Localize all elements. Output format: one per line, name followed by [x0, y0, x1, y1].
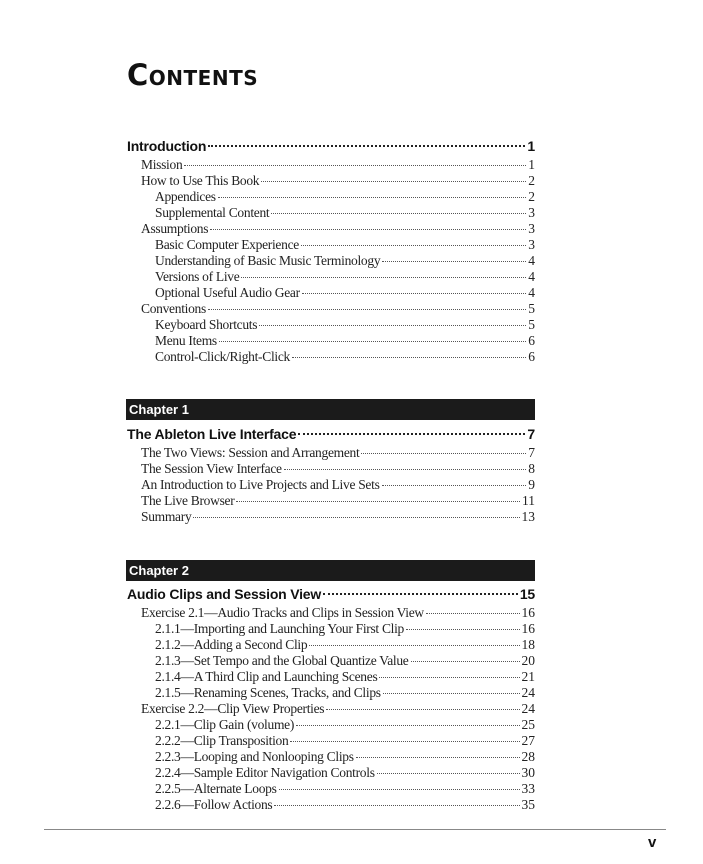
toc-entry-title: Assumptions	[141, 221, 209, 236]
toc-entry-page: 7	[527, 426, 535, 442]
toc-entry-title: Control-Click/Right-Click	[155, 349, 290, 364]
toc-entry-page: 13	[521, 509, 535, 524]
toc-entry-page: 5	[528, 317, 535, 332]
dot-leader	[411, 661, 520, 662]
toc-heading	[127, 138, 535, 157]
toc-entry	[127, 749, 535, 765]
toc-entry-title: Appendices	[155, 189, 216, 204]
toc-entry-title: The Two Views: Session and Arrangement	[141, 445, 360, 460]
toc-entry-page: 4	[528, 269, 535, 284]
toc-entry-page: 28	[521, 749, 535, 764]
toc-entry-title: How to Use This Book	[141, 173, 260, 188]
toc-entry-page: 9	[528, 477, 535, 492]
toc-entry-title: An Introduction to Live Projects and Live Sets	[141, 477, 380, 492]
dot-leader	[219, 341, 526, 342]
toc-chapter-2	[127, 586, 535, 813]
toc-entry-title: Exercise 2.1—Audio Tracks and Clips in Session View	[141, 605, 424, 620]
toc-entry	[127, 349, 535, 365]
toc-entry-title: Introduction	[127, 138, 207, 154]
toc-entry-title: Exercise 2.2—Clip View Properties	[141, 701, 325, 716]
toc-entry-title: The Ableton Live Interface	[127, 426, 297, 442]
dot-leader	[208, 145, 525, 147]
toc-entry	[127, 301, 535, 317]
toc-entry-title: Conventions	[141, 301, 206, 316]
toc-entry-page: 33	[521, 781, 535, 796]
toc-entry-title: The Live Browser	[141, 493, 235, 508]
toc-entry-page: 1	[527, 138, 535, 154]
toc-entry-title: Keyboard Shortcuts	[155, 317, 258, 332]
dot-leader	[284, 469, 527, 470]
dot-leader	[274, 805, 519, 806]
dot-leader	[323, 593, 518, 595]
toc-entry	[127, 781, 535, 797]
dot-leader	[279, 789, 520, 790]
toc-entry-page: 24	[521, 701, 535, 716]
dot-leader	[356, 757, 520, 758]
toc-entry-page: 5	[528, 301, 535, 316]
toc-entry-title: 2.2.2—Clip Transposition	[155, 733, 289, 748]
dot-leader	[298, 433, 525, 435]
dot-leader	[379, 677, 519, 678]
dot-leader	[290, 741, 519, 742]
toc-entry	[127, 317, 535, 333]
toc-entry	[127, 253, 535, 269]
toc-entry	[127, 285, 535, 301]
dot-leader	[296, 725, 519, 726]
toc-entry-page: 7	[528, 445, 535, 460]
dot-leader	[261, 181, 526, 182]
toc-entry	[127, 605, 535, 621]
dot-leader	[301, 245, 526, 246]
toc-entry-page: 1	[528, 157, 535, 172]
toc-entry	[127, 173, 535, 189]
dot-leader	[292, 357, 526, 358]
toc-entry	[127, 221, 535, 237]
dot-leader	[218, 197, 527, 198]
toc-entry	[127, 797, 535, 813]
dot-leader	[383, 693, 520, 694]
toc-entry-title: 2.1.1—Importing and Launching Your First Clip	[155, 621, 404, 636]
dot-leader	[210, 229, 526, 230]
toc-entry-page: 6	[528, 333, 535, 348]
dot-leader	[426, 613, 520, 614]
toc-entry-title: Understanding of Basic Music Terminology	[155, 253, 381, 268]
toc-entry-page: 24	[521, 685, 535, 700]
toc-entry-title: 2.1.3—Set Tempo and the Global Quantize Value	[155, 653, 409, 668]
toc-entry-title: Basic Computer Experience	[155, 237, 299, 252]
toc-entry-page: 4	[528, 285, 535, 300]
toc-heading	[127, 426, 535, 445]
toc-entry-title: The Session View Interface	[141, 461, 282, 476]
toc-chapter-1	[127, 426, 535, 525]
toc-entry-page: 3	[528, 221, 535, 236]
toc-entry	[127, 733, 535, 749]
page-number: v	[648, 834, 657, 851]
dot-leader	[309, 645, 519, 646]
toc-entry-title: 2.2.3—Looping and Nonlooping Clips	[155, 749, 354, 764]
footer-rule	[44, 829, 666, 830]
toc-entry-title: 2.1.4—A Third Clip and Launching Scenes	[155, 669, 378, 684]
toc-entry-page: 6	[528, 349, 535, 364]
toc-entry-page: 30	[521, 765, 535, 780]
toc-entry-title: Supplemental Content	[155, 205, 270, 220]
dot-leader	[382, 261, 526, 262]
toc-entry	[127, 653, 535, 669]
toc-entry-title: Optional Useful Audio Gear	[155, 285, 300, 300]
page-title: Contents	[127, 58, 259, 92]
toc-entry-page: 8	[528, 461, 535, 476]
toc-entry	[127, 717, 535, 733]
dot-leader	[361, 453, 526, 454]
toc-entry-title: 2.2.1—Clip Gain (volume)	[155, 717, 295, 732]
toc-entry-title: Menu Items	[155, 333, 217, 348]
toc-entry-page: 3	[528, 205, 535, 220]
toc-entry-page: 4	[528, 253, 535, 268]
toc-entry-page: 35	[521, 797, 535, 812]
toc-entry-page: 18	[521, 637, 535, 652]
toc-entry-title: 2.2.5—Alternate Loops	[155, 781, 277, 796]
toc-entry-page: 3	[528, 237, 535, 252]
toc-entry-title: Audio Clips and Session View	[127, 586, 322, 602]
toc-entry	[127, 445, 535, 461]
toc-entry-title: 2.1.5—Renaming Scenes, Tracks, and Clips	[155, 685, 381, 700]
toc-entry	[127, 157, 535, 173]
toc-introduction	[127, 138, 535, 365]
dot-leader	[236, 501, 520, 502]
toc-entry	[127, 237, 535, 253]
toc-entry	[127, 509, 535, 525]
toc-entry	[127, 637, 535, 653]
toc-entry	[127, 765, 535, 781]
toc-entry	[127, 205, 535, 221]
toc-entry	[127, 685, 535, 701]
toc-entry	[127, 669, 535, 685]
dot-leader	[271, 213, 526, 214]
toc-entry-title: Mission	[141, 157, 183, 172]
toc-entry-title: 2.2.4—Sample Editor Navigation Controls	[155, 765, 375, 780]
chapter-1-bar: Chapter 1	[126, 399, 535, 420]
toc-entry-title: 2.2.6—Follow Actions	[155, 797, 273, 812]
toc-entry	[127, 477, 535, 493]
dot-leader	[184, 165, 526, 166]
toc-entry-page: 25	[521, 717, 535, 732]
dot-leader	[193, 517, 519, 518]
toc-entry	[127, 189, 535, 205]
toc-entry-page: 16	[521, 605, 535, 620]
toc-entry-page: 2	[528, 189, 535, 204]
toc-entry-page: 2	[528, 173, 535, 188]
toc-entry-page: 11	[522, 493, 535, 508]
dot-leader	[302, 293, 526, 294]
dot-leader	[241, 277, 526, 278]
dot-leader	[377, 773, 520, 774]
dot-leader	[382, 485, 527, 486]
toc-entry	[127, 461, 535, 477]
chapter-2-bar: Chapter 2	[126, 560, 535, 581]
dot-leader	[406, 629, 520, 630]
toc-entry	[127, 269, 535, 285]
toc-entry-title: 2.1.2—Adding a Second Clip	[155, 637, 308, 652]
toc-heading	[127, 586, 535, 605]
toc-entry-page: 16	[521, 621, 535, 636]
toc-entry-page: 27	[521, 733, 535, 748]
toc-entry-page: 20	[521, 653, 535, 668]
dot-leader	[326, 709, 519, 710]
toc-entry	[127, 621, 535, 637]
toc-entry	[127, 493, 535, 509]
toc-entry	[127, 333, 535, 349]
toc-entry-page: 15	[519, 586, 535, 602]
dot-leader	[259, 325, 526, 326]
dot-leader	[208, 309, 526, 310]
toc-entry	[127, 701, 535, 717]
toc-entry-page: 21	[521, 669, 535, 684]
toc-entry-title: Versions of Live	[155, 269, 240, 284]
toc-entry-title: Summary	[141, 509, 192, 524]
